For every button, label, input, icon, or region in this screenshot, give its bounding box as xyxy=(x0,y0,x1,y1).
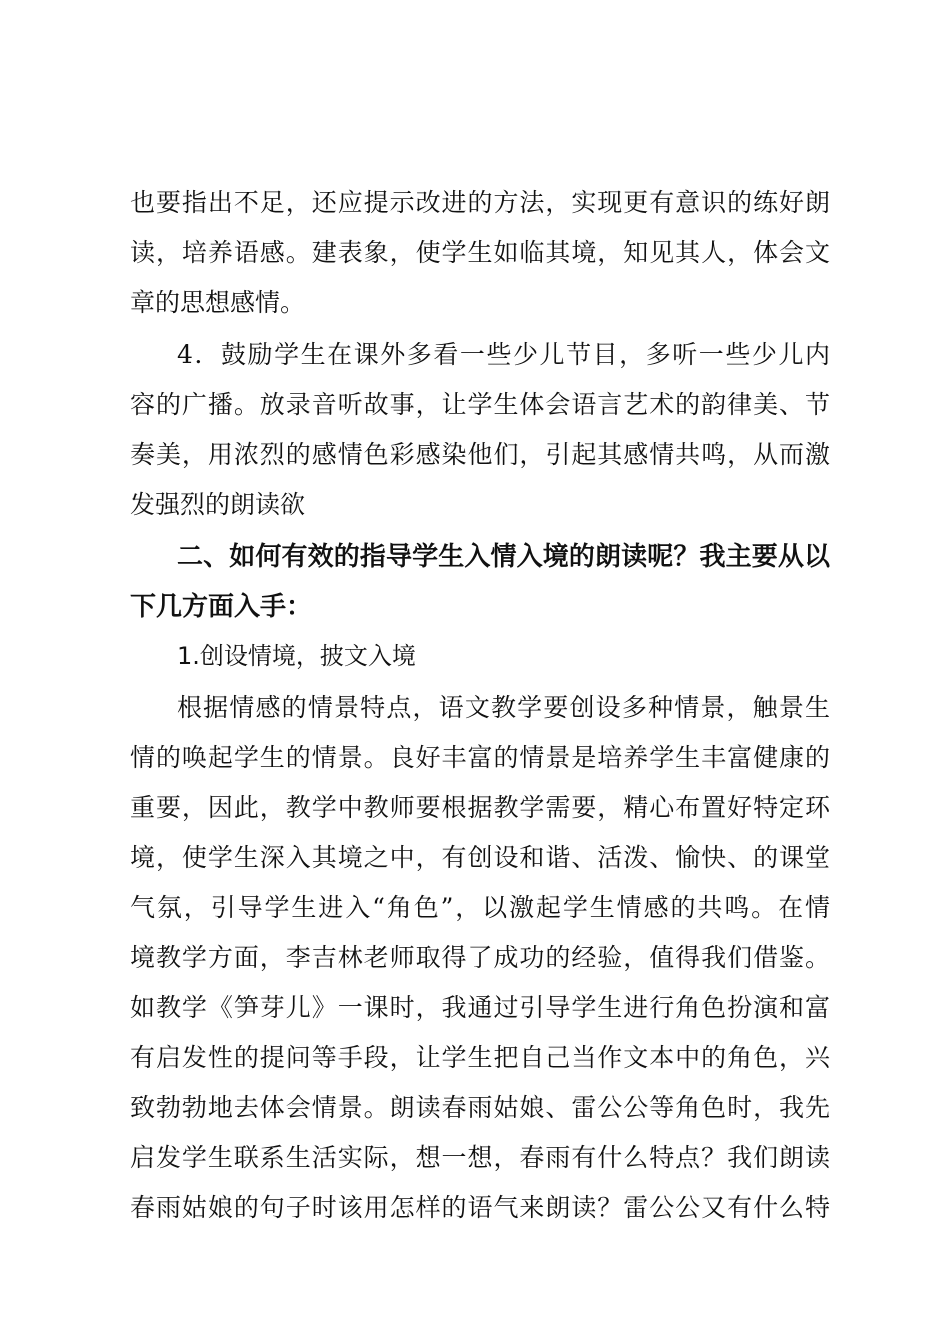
section-heading: 二、如何有效的指导学生入情入境的朗读呢？我主要从以 xyxy=(177,542,830,572)
subsection-heading: 1.创设情境，披文入境 xyxy=(177,642,416,670)
paragraph-line: 发强烈的朗读欲 xyxy=(130,490,306,519)
paragraph-line: 境教学方面，李吉林老师取得了成功的经验，值得我们借鉴。 xyxy=(130,943,830,972)
paragraph-line: 有启发性的提问等手段，让学生把自己当作文本中的角色，兴 xyxy=(130,1043,830,1072)
paragraph-line: 情的唤起学生的情景。良好丰富的情景是培养学生丰富健康的 xyxy=(130,743,830,772)
paragraph-line: 奏美，用浓烈的感情色彩感染他们，引起其感情共鸣，从而激 xyxy=(130,440,830,469)
paragraph-line: 启发学生联系生活实际，想一想，春雨有什么特点？我们朗读 xyxy=(130,1143,830,1172)
paragraph-line: 容的广播。放录音听故事，让学生体会语言艺术的韵律美、节 xyxy=(130,390,830,419)
paragraph-line: 章的思想感情。 xyxy=(130,288,306,317)
paragraph-line: 读，培养语感。建表象，使学生如临其境，知见其人，体会文 xyxy=(130,238,830,267)
paragraph-line: 4．鼓励学生在课外多看一些少儿节目，多听一些少儿内 xyxy=(177,340,830,369)
paragraph-line: 致勃勃地去体会情景。朗读春雨姑娘、雷公公等角色时，我先 xyxy=(130,1093,830,1122)
paragraph-line: 重要，因此，教学中教师要根据教学需要，精心布置好特定环 xyxy=(130,793,830,822)
section-heading: 下几方面入手： xyxy=(130,592,313,622)
paragraph-line: 气氛，引导学生进入“角色”，以激起学生情感的共鸣。在情 xyxy=(130,893,830,922)
paragraph-line: 根据情感的情景特点，语文教学要创设多种情景，触景生 xyxy=(177,693,830,722)
paragraph-line: 春雨姑娘的句子时该用怎样的语气来朗读？雷公公又有什么特 xyxy=(130,1193,830,1222)
paragraph-line: 境，使学生深入其境之中，有创设和谐、活泼、愉快、的课堂 xyxy=(130,843,830,872)
paragraph-line: 也要指出不足，还应提示改进的方法，实现更有意识的练好朗 xyxy=(130,188,830,217)
paragraph-line: 如教学《笋芽儿》一课时，我通过引导学生进行角色扮演和富 xyxy=(130,993,830,1022)
